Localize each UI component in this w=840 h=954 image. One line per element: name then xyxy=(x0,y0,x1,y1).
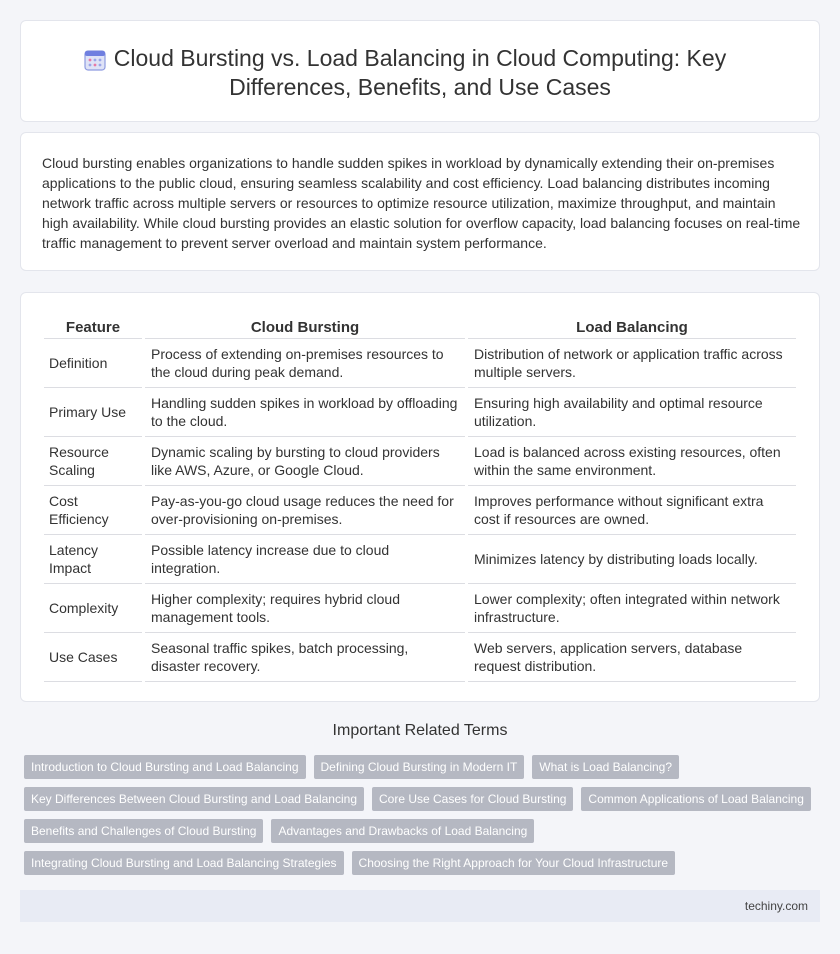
page-title: Cloud Bursting vs. Load Balancing in Cloud Computing: Key Differences, Benefits, and Use Cases xyxy=(113,45,727,100)
related-term-link[interactable]: Defining Cloud Bursting in Modern IT xyxy=(314,755,525,779)
cloud-bursting-cell: Possible latency increase due to cloud integration. xyxy=(145,535,465,584)
related-term-link[interactable]: Integrating Cloud Bursting and Load Balancing Strategies xyxy=(24,851,344,875)
cloud-bursting-cell: Process of extending on-premises resources to the cloud during peak demand. xyxy=(145,339,465,388)
intro-paragraph: Cloud bursting enables organizations to handle sudden spikes in workload by dynamically extending their on-premises applications to the public cloud, ensuring seamless scalability and cost efficiency. Load balancing distributes incoming network traffic across multiple servers or resources to optimize resource utilization, maximize throughput, and maintain high availability. While cloud bursting provides an elastic solution for overflow capacity, load balancing focuses on real-time traffic management to prevent server overload and maintain system performance. xyxy=(42,155,801,251)
table-row xyxy=(44,633,796,682)
table-header-row xyxy=(44,313,796,339)
tag-row xyxy=(24,819,824,843)
header-cloud-bursting: Cloud Bursting xyxy=(145,313,465,339)
comparison-table xyxy=(41,313,799,682)
feature-cell: Resource Scaling xyxy=(44,437,142,486)
tag-row xyxy=(24,755,824,779)
table-row xyxy=(44,584,796,633)
related-term-link[interactable]: What is Load Balancing? xyxy=(532,755,679,779)
related-term-link[interactable]: Core Use Cases for Cloud Bursting xyxy=(372,787,573,811)
cloud-bursting-cell: Dynamic scaling by bursting to cloud providers like AWS, Azure, or Google Cloud. xyxy=(145,437,465,486)
feature-cell: Latency Impact xyxy=(44,535,142,584)
table-row xyxy=(44,388,796,437)
cloud-bursting-cell: Handling sudden spikes in workload by offloading to the cloud. xyxy=(145,388,465,437)
intro-card xyxy=(20,132,820,271)
load-balancing-cell: Minimizes latency by distributing loads locally. xyxy=(468,535,796,584)
cloud-bursting-cell: Pay-as-you-go cloud usage reduces the need for over-provisioning on-premises. xyxy=(145,486,465,535)
feature-cell: Definition xyxy=(44,339,142,388)
header-card xyxy=(20,20,820,122)
feature-cell: Complexity xyxy=(44,584,142,633)
feature-cell: Primary Use xyxy=(44,388,142,437)
header-feature: Feature xyxy=(44,313,142,339)
table-row xyxy=(44,486,796,535)
comparison-table-card xyxy=(20,292,820,702)
related-term-link[interactable]: Common Applications of Load Balancing xyxy=(581,787,810,811)
related-term-link[interactable]: Key Differences Between Cloud Bursting and Load Balancing xyxy=(24,787,364,811)
related-term-link[interactable]: Introduction to Cloud Bursting and Load Balancing xyxy=(24,755,306,779)
related-term-link[interactable]: Choosing the Right Approach for Your Cloud Infrastructure xyxy=(352,851,676,875)
load-balancing-cell: Distribution of network or application traffic across multiple servers. xyxy=(468,339,796,388)
table-row xyxy=(44,535,796,584)
load-balancing-cell: Lower complexity; often integrated within network infrastructure. xyxy=(468,584,796,633)
feature-cell: Use Cases xyxy=(44,633,142,682)
table-row xyxy=(44,437,796,486)
load-balancing-cell: Improves performance without significant extra cost if resources are owned. xyxy=(468,486,796,535)
load-balancing-cell: Web servers, application servers, database request distribution. xyxy=(468,633,796,682)
load-balancing-cell: Load is balanced across existing resources, often within the same environment. xyxy=(468,437,796,486)
cloud-bursting-cell: Higher complexity; requires hybrid cloud management tools. xyxy=(145,584,465,633)
tag-row xyxy=(24,851,824,875)
related-term-link[interactable]: Benefits and Challenges of Cloud Bursting xyxy=(24,819,263,843)
related-term-link[interactable]: Advantages and Drawbacks of Load Balancing xyxy=(271,819,534,843)
related-terms-list xyxy=(24,755,824,883)
footer xyxy=(20,890,820,922)
header-load-balancing: Load Balancing xyxy=(468,313,796,339)
table-row xyxy=(44,339,796,388)
cloud-bursting-cell: Seasonal traffic spikes, batch processing, disaster recovery. xyxy=(145,633,465,682)
load-balancing-cell: Ensuring high availability and optimal resource utilization. xyxy=(468,388,796,437)
footer-site-link[interactable]: techiny.com xyxy=(744,899,808,913)
feature-cell: Cost Efficiency xyxy=(44,486,142,535)
related-terms-heading: Important Related Terms xyxy=(332,722,508,739)
tag-row xyxy=(24,787,824,811)
